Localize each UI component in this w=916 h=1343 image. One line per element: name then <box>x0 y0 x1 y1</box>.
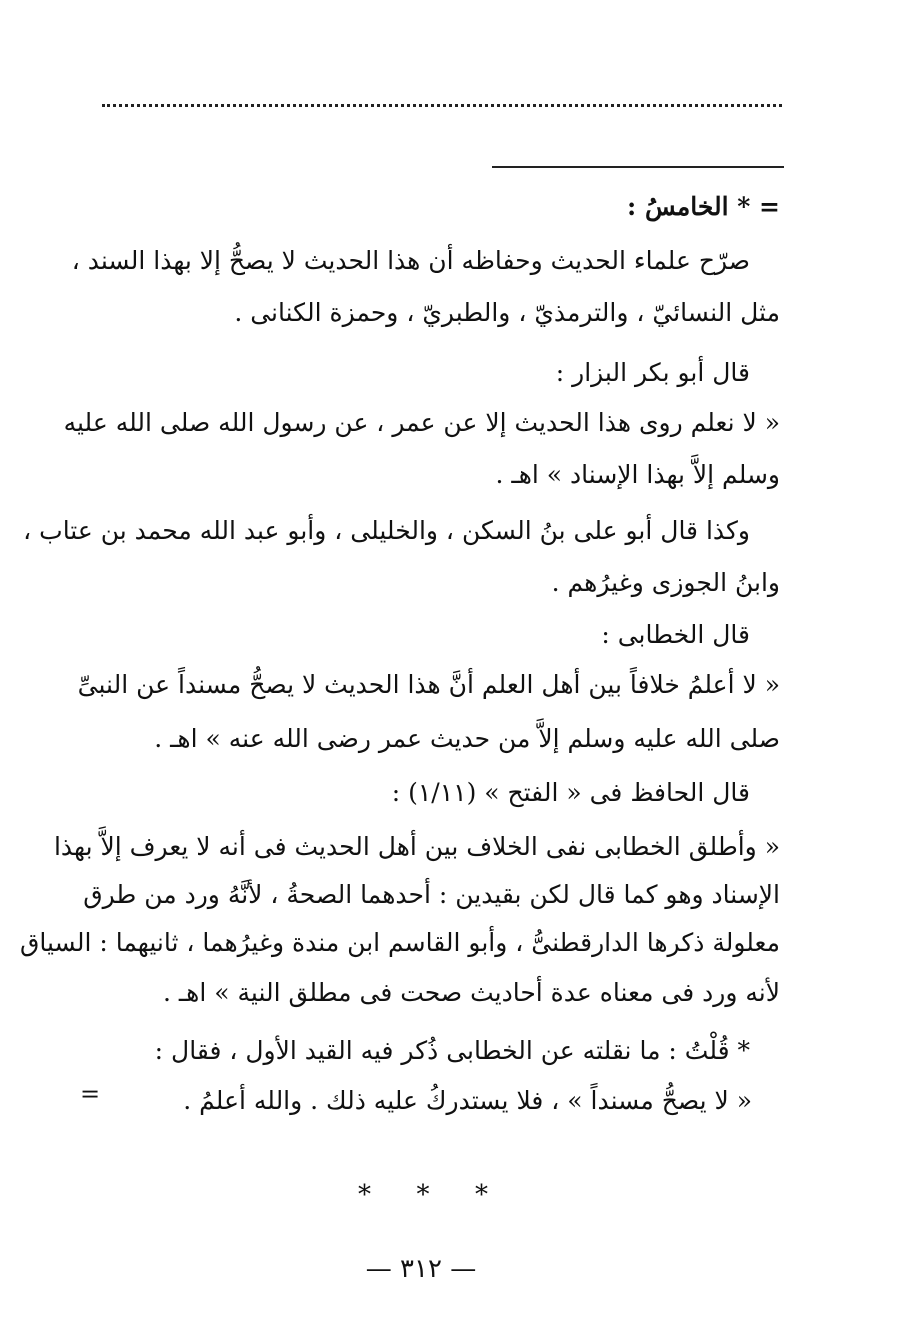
text-line: وكذا قال أبو على بنُ السكن ، والخليلى ، وأبو عبد الله محمد بن عتاب ، <box>23 516 750 545</box>
footnote-dotted-separator <box>102 104 782 107</box>
text-line: قال الحافظ فى « الفتح » (١/١١) : <box>391 778 750 807</box>
page-number: — ٣١٢ — <box>365 1254 477 1284</box>
quote-line: « لا نعلم روى هذا الحديث إلا عن عمر ، عن رسول الله صلى الله عليه <box>63 408 780 437</box>
text-line: قال أبو بكر البزار : <box>555 358 750 387</box>
quote-line: الإسناد وهو كما قال لكن بقيدين : أحدهما الصحةُ ، لأنَّهُ ورد من طرق <box>83 880 780 909</box>
text-line: صرّح علماء الحديث وحفاظه أن هذا الحديث لا يصحُّ إلا بهذا السند ، <box>71 246 750 275</box>
text-line: * قُلْتُ : ما نقلته عن الخطابى ذُكر فيه القيد الأول ، فقال : <box>154 1036 750 1065</box>
footnote-solid-rule <box>492 166 784 168</box>
quote-line: « لا أعلمُ خلافاً بين أهل العلم أنَّ هذا الحديث لا يصحُّ مسنداً عن النبىِّ <box>77 670 780 699</box>
text-line: مثل النسائيّ ، والترمذيّ ، والطبريّ ، وحمزة الكنانى . <box>234 298 780 327</box>
text-line: قال الخطابى : <box>601 620 750 649</box>
quote-line: صلى الله عليه وسلم إلاَّ من حديث عمر رضى الله عنه » اهـ . <box>154 724 780 753</box>
ornament-star: * <box>416 1180 430 1210</box>
ornament-star: * <box>358 1180 371 1210</box>
quote-line: « لا يصحُّ مسنداً » ، فلا يستدركُ عليه ذلك . والله أعلمُ . <box>183 1086 752 1115</box>
text-line: وابنُ الجوزى وغيرُهم . <box>551 568 780 597</box>
quote-line: لأنه ورد فى معناه عدة أحاديث صحت فى مطلق النية » اهـ . <box>162 978 780 1007</box>
quote-line: وسلم إلاَّ بهذا الإسناد » اهـ . <box>495 460 780 489</box>
section-ornament <box>358 1180 488 1210</box>
quote-line: « وأطلق الخطابى نفى الخلاف بين أهل الحديث فى أنه لا يعرف إلاَّ بهذا <box>53 832 780 861</box>
section-heading: = * الخامسُ : <box>627 192 780 221</box>
continuation-mark: = <box>80 1080 101 1108</box>
quote-line: معلولة ذكرها الدارقطنىُّ ، وأبو القاسم ابن مندة وغيرُهما ، ثانيهما : السياق <box>20 928 780 957</box>
ornament-star: * <box>475 1180 488 1210</box>
